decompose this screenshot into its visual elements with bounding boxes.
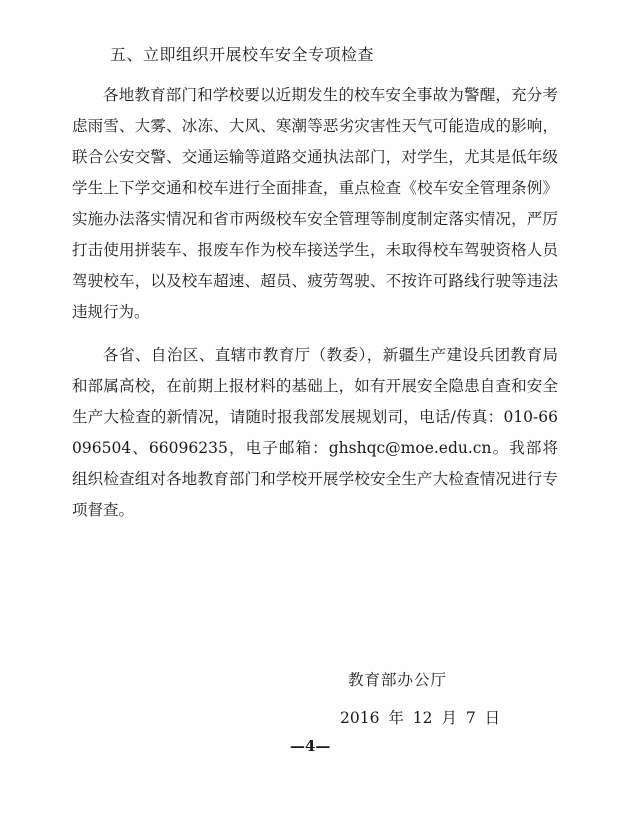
signatory: 教育部办公厅: [348, 671, 448, 689]
body-paragraph-1: 各地教育部门和学校要以近期发生的校车安全事故为警醒，充分考虑雨雪、大雾、冰冻、大风、寒潮等恶劣灾害性天气可能造成的影响，联合公安交警、交通运输等道路交通执法部门，对学生，尤其是低年级学生上下学交通和校车进行全面排查，重点检查《校车安全管理条例》实施办法落实情况和省市两级校车安全管理等制度制定落实情况，严厉打击使用拼装车、报废车作为校车接送学生，未取得校车驾驶资格人员驾驶校车，以及校车超速、超员、疲劳驾驶、不按许可路线行驶等违法违规行为。: [72, 86, 558, 321]
page-number: —4—: [290, 737, 331, 755]
body-paragraph-2: 各省、自治区、直辖市教育厅（教委），新疆生产建设兵团教育局和部属高校，在前期上报材料的基础上，如有开展安全隐患自查和安全生产大检查的新情况，请随时报我部发展规划司，电话/传真：010-66096504、66096235，电子邮箱：ghshqc@moe.edu.cn。我部将组织检查组对各地教育部门和学校开展学校安全生产大检查情况进行专项督查。: [72, 346, 558, 519]
issue-date: 2016 年 12 月 7 日: [340, 709, 501, 727]
section-heading: 五、立即组织开展校车安全专项检查: [110, 45, 375, 64]
